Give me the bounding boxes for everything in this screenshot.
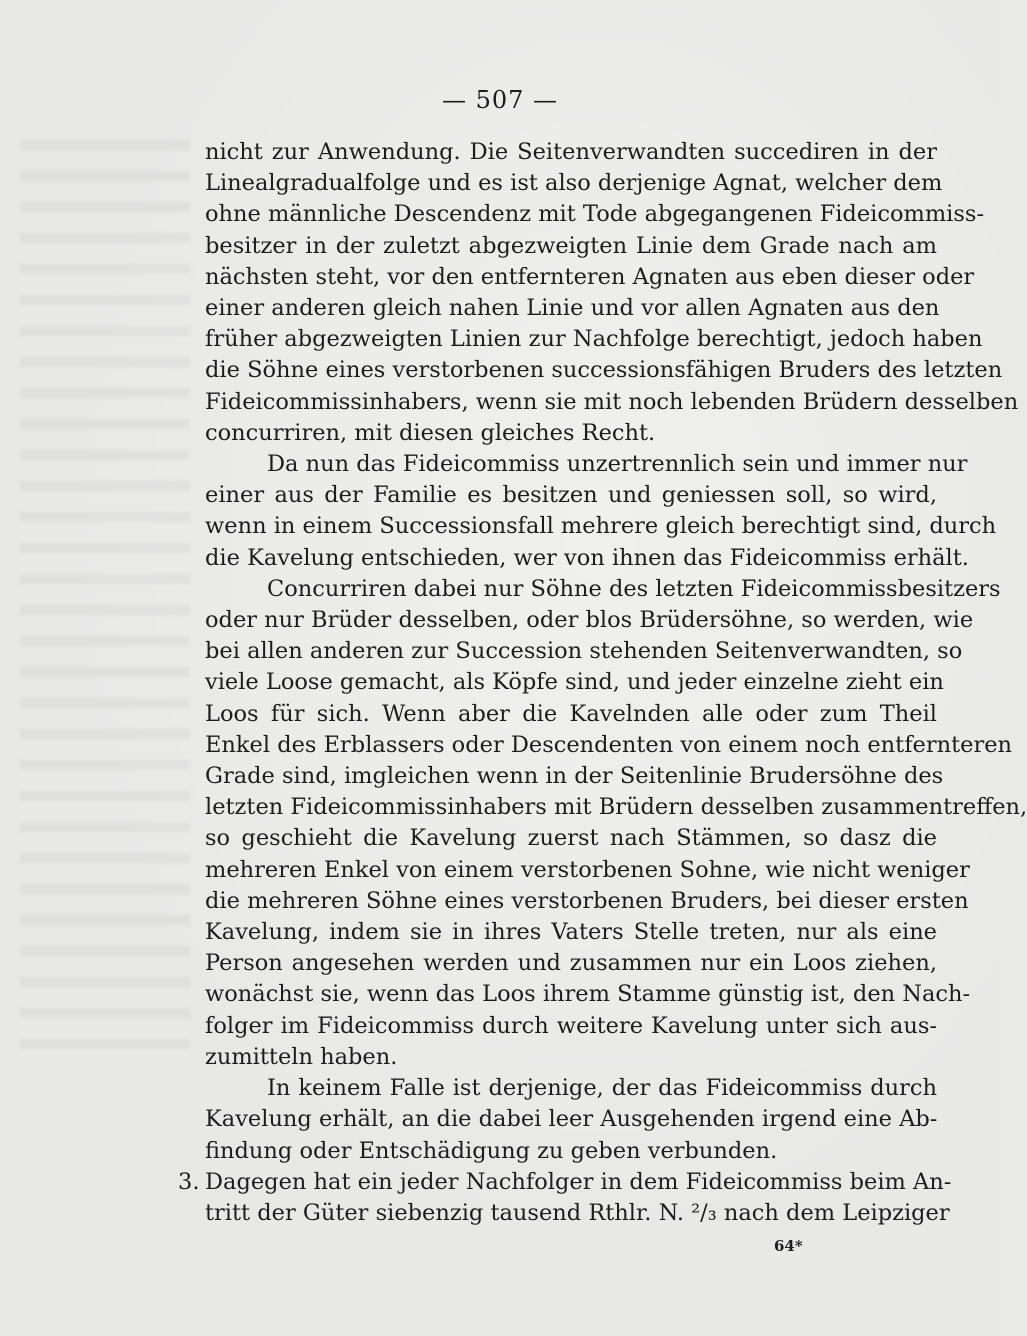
paragraph <box>205 574 1027 1073</box>
page-number: — 507 — <box>441 86 559 114</box>
text-line: einer aus der Familie es besitzen und geniessen soll, so wird, <box>205 482 937 509</box>
text-line: Kavelung erhält, an die dabei leer Ausgehenden irgend eine Ab- <box>205 1106 938 1133</box>
text-line: zumitteln haben. <box>205 1043 398 1070</box>
text-line: die Kavelung entschieden, wer von ihnen das Fideicommiss erhält. <box>205 544 969 571</box>
text-line: besitzer in der zuletzt abgezweigten Linie dem Grade nach am <box>205 232 937 259</box>
text-line: wonächst sie, wenn das Loos ihrem Stamme günstig ist, den Nach- <box>205 981 971 1008</box>
text-line: In keinem Falle ist derjenige, der das Fideicommiss durch <box>267 1075 937 1102</box>
text-line: ohne männliche Descendenz mit Tode abgegangenen Fideicommiss- <box>205 201 985 228</box>
text-line: nicht zur Anwendung. Die Seitenverwandten succediren in der <box>205 139 937 165</box>
paragraph <box>205 137 1019 449</box>
numbered-item-3 <box>178 1167 952 1229</box>
text-line: Enkel des Erblassers oder Descendenten von einem noch entfernteren <box>205 731 1013 758</box>
text-line: viele Loose gemacht, als Köpfe sind, und jeder einzelne zieht ein <box>205 669 944 696</box>
item-number: 3. <box>178 1168 200 1195</box>
text-line: Loos für sich. Wenn aber die Kavelnden alle oder zum Theil <box>205 700 937 727</box>
text-line: so geschieht die Kavelung zuerst nach Stämmen, so dasz die <box>205 825 937 852</box>
text-line: Kavelung, indem sie in ihres Vaters Stelle treten, nur als eine <box>205 919 937 946</box>
paragraph <box>205 449 997 574</box>
text-line: Fideicommissinhabers, wenn sie mit noch lebenden Brüdern desselben <box>205 388 1019 415</box>
text-line: Da nun das Fideicommiss unzertrennlich sein und immer nur <box>267 451 968 478</box>
text-line: früher abgezweigten Linien zur Nachfolge berechtigt, jedoch haben <box>205 326 983 353</box>
text-line: concurriren, mit diesen gleiches Recht. <box>205 419 656 446</box>
body-text <box>178 137 1027 1229</box>
text-line: folger im Fideicommiss durch weitere Kavelung unter sich aus- <box>205 1012 937 1039</box>
text-line: nächsten steht, vor den entfernteren Agnaten aus eben dieser oder <box>205 263 975 290</box>
text-line: Dagegen hat ein jeder Nachfolger in dem Fideicommiss beim An- <box>205 1168 952 1195</box>
text-line: Linealgradualfolge und es ist also derjenige Agnat, welcher dem <box>205 170 943 197</box>
printer-signature: 64* <box>774 1237 803 1255</box>
text-line: die Söhne eines verstorbenen successionsfähigen Bruders des letzten <box>205 357 1003 384</box>
text-line: Grade sind, imgleichen wenn in der Seitenlinie Brudersöhne des <box>205 763 944 790</box>
text-line: einer anderen gleich nahen Linie und vor allen Agnaten aus den <box>205 295 940 322</box>
text-line: Concurriren dabei nur Söhne des letzten Fideicommissbesitzers <box>267 575 1001 602</box>
text-line: wenn in einem Successionsfall mehrere gleich berechtigt sind, durch <box>205 513 997 540</box>
text-line: Person angesehen werden und zusammen nur ein Loos ziehen, <box>205 950 937 977</box>
text-line: oder nur Brüder desselben, oder blos Brüdersöhne, so werden, wie <box>205 607 974 634</box>
text-line: letzten Fideicommissinhabers mit Brüdern desselben zusammentreffen, <box>205 794 1027 821</box>
text-line: mehreren Enkel von einem verstorbenen Sohne, wie nicht weniger <box>205 856 970 883</box>
text-line: findung oder Entschädigung zu geben verbunden. <box>205 1137 778 1164</box>
bleed-through-shadow <box>20 140 190 1060</box>
text-line: die mehreren Söhne eines verstorbenen Bruders, bei dieser ersten <box>205 887 969 914</box>
text-line: bei allen anderen zur Succession stehenden Seitenverwandten, so <box>205 638 963 665</box>
paragraph <box>205 1073 937 1167</box>
text-line: tritt der Güter siebenzig tausend Rthlr. N. ²/₃ nach dem Leipziger <box>205 1199 950 1226</box>
